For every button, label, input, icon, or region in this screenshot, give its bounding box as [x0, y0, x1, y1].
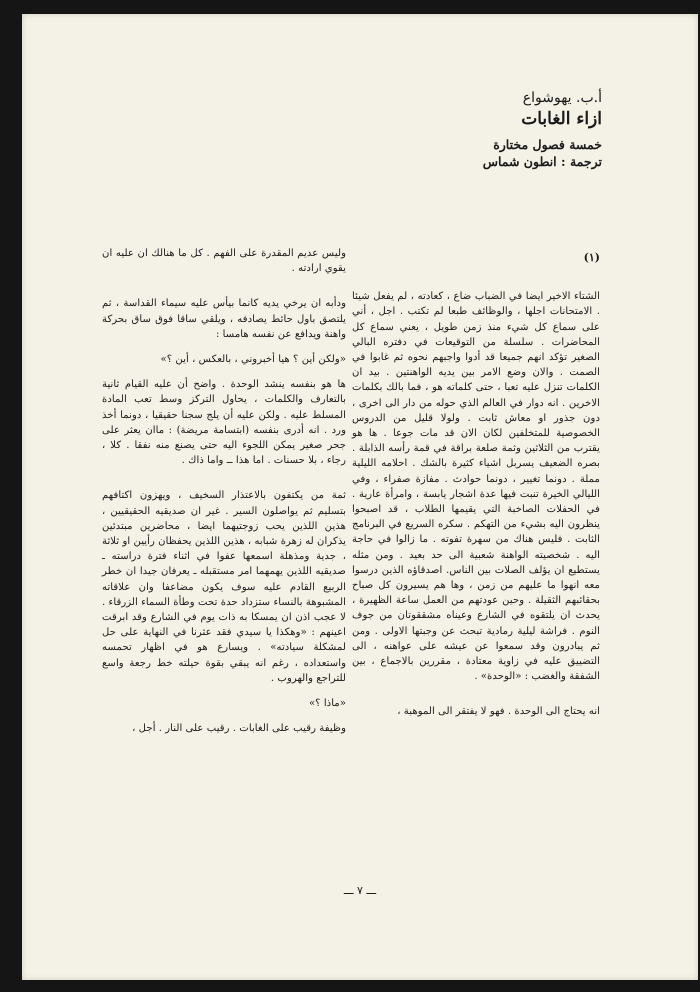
paragraph-quote: «ماذا ؟»	[308, 698, 346, 710]
column-tail-line: وظيفة رقيب على الغابات . رقيب على النار . أجل ،	[132, 723, 346, 735]
magazine-page	[22, 14, 698, 980]
paragraph: ودأبه ان يرخي يديه كانما بيأس عليه سيماء القداسة ، ثم يلتصق باول حائط يصادفه ، ويلقي ساقا فوق ساق بحركة واهنة ويدافع عن نفسه هامسا :	[102, 298, 346, 340]
right-column	[352, 250, 600, 720]
article-title: ازاء الغابات	[521, 109, 602, 129]
author-name: أ.ب. يهوشواع	[522, 90, 602, 106]
paragraph: ثمة من يكتفون بالاعتذار السخيف ، ويهزون اكتافهم بتسليم ثم يواصلون السير . غير ان صديقيه الحقيقيين ، هذين اللذين يحب زوجتيهما ايضا ، محاضرين مبتدئين يذكران له زهرة شبابه ، هذين اللذين يحفظان رأيين او ثلاثة ، جدية ومذهلة اسمعها عفوا في اثناء فترة دراسته ـ صديقيه اللذين يهمهما امر مستقبله ـ يعرفان جيدا ان خطر الربيع القادم عليه سوف يكون مضاعفا وان علاقاته المشبوهة بالنساء ستزداد حدة تحت وطأة السماء الزرقاء . لا عجب اذن ان يمسكا به ذات يوم في الشارع وقد ابرقت اعينهم : «وهكذا يا سيدي فقد عثرنا في النهاية على حل لمشكلة سيادته» . ويسارع هو في اظهار تحمسه واستعداده ، رغم انه يبقي بقوة حيلته خط رجعة واسع للتراجع والهروب .	[102, 490, 346, 684]
paragraph: الشتاء الاخير ايضا في الضباب ضاع ، كعادته ، لم يفعل شيئا . الامتحانات اجلها ، والوظائف طبعا لم تكتب . اجل ، أني على سماع كل شيء منذ زمن طويل ، يعني سماع كل المحاضرات . سلسلة من التوقيعات في دفتره البالي الصغير تؤكد انهم جميعا قد أدوا واجبهم نحوه ثم غابوا في الصمت . والان وضع الامر بين يديه الواهنتين . بيد ان الكلمات تنزل عليه تعبا ، حتى كلماته هو ، فما بالك بكلمات الاخرين . انه دوار في العالم الذي حوله من دار الى اخرى ، دون جذور او معاش ثابت . ولولا قليل من الدروس الخصوصية للمتخلفين لكان الان قد مات جوعا . ها هو يقترب من الثلاثين وثمة صلعة براقة في قمة رأسه الذابلة . بصره الضعيف يسربل اشياء كثيرة بالشك . احلامه الليلية مملة . دونما تغيير ، دونما حوادث . مفازة صفراء ، وفي الليالي الخيرة تنبت فيها عدة اشجار يابسة ، وامرأة عارية . في الحفلات الصاخبة التي يقيمها الطلاب ، قد اصبحوا ينظرون اليه بشيء من التهكم . سكره السريع في البرنامج الثابت . فليس هناك من سهرة تفوته . ما زالوا في حاجة اليه . شخصيته الواهنة شعبية الى حد بعيد . ومن مثله يستطيع ان يؤلف الصلات بين الناس. اصدقاؤه الذين درسوا معه انهوا ما عليهم من زمن ، وها هم يسيرون كل صباح بحقائبهم الثقيلة . وحين عودتهم من العمل ساعة الظهيرة ، يحدث ان يلتقوه في الشارع وعيناه مشققوتان من جوف النوم . فراشة ليلية رمادية تبحث عن وجبتها الاولى . ومن ثم يبادرون وقد سمعوا عن عيشه على عواهنه ، الى التضييق عليه في زاوية معتادة ، مقررين بالاجماع ، بين الشفقة والغضب : «الوحدة» .	[352, 291, 600, 683]
column-tail-line: انه يحتاج الى الوحدة . فهو لا يفتقر الى الموهبة ،	[397, 706, 600, 718]
section-number: (١)	[583, 251, 600, 264]
article-header	[302, 88, 602, 170]
paragraph: وليس عديم المقدرة على الفهم . كل ما هنالك ان عليه ان يقوي ارادته .	[102, 248, 346, 275]
page-number: ـــ ٧ ـــ	[343, 884, 377, 897]
left-column	[102, 246, 346, 736]
article-subtitle: خمسة فصول مختارة	[493, 137, 602, 152]
paragraph: ها هو بنفسه ينشد الوحدة . واضح أن عليه القيام ثانية بالتعارف والكلمات ، يحاول التركز وسط تعب المادة المسلط عليه . ولكن عليه أن يلج سجنا حقيقيا ، دونما أخذ ورد . انه أدرى بنفسه (ابتسامة مريضة) : ماان يعثر على جحر صغير يمكن اللجوء اليه حتى يصنع منه نفقا . كلا ، رجاء ، بلا حسنات . اما هذا ــ واما ذاك .	[102, 379, 346, 467]
paragraph-quote: «ولكن أين ؟ هيا أخبروني ، بالعكس ، أين ؟»	[160, 354, 346, 366]
translator-credit: ترجمة : انطون شماس	[482, 154, 602, 169]
